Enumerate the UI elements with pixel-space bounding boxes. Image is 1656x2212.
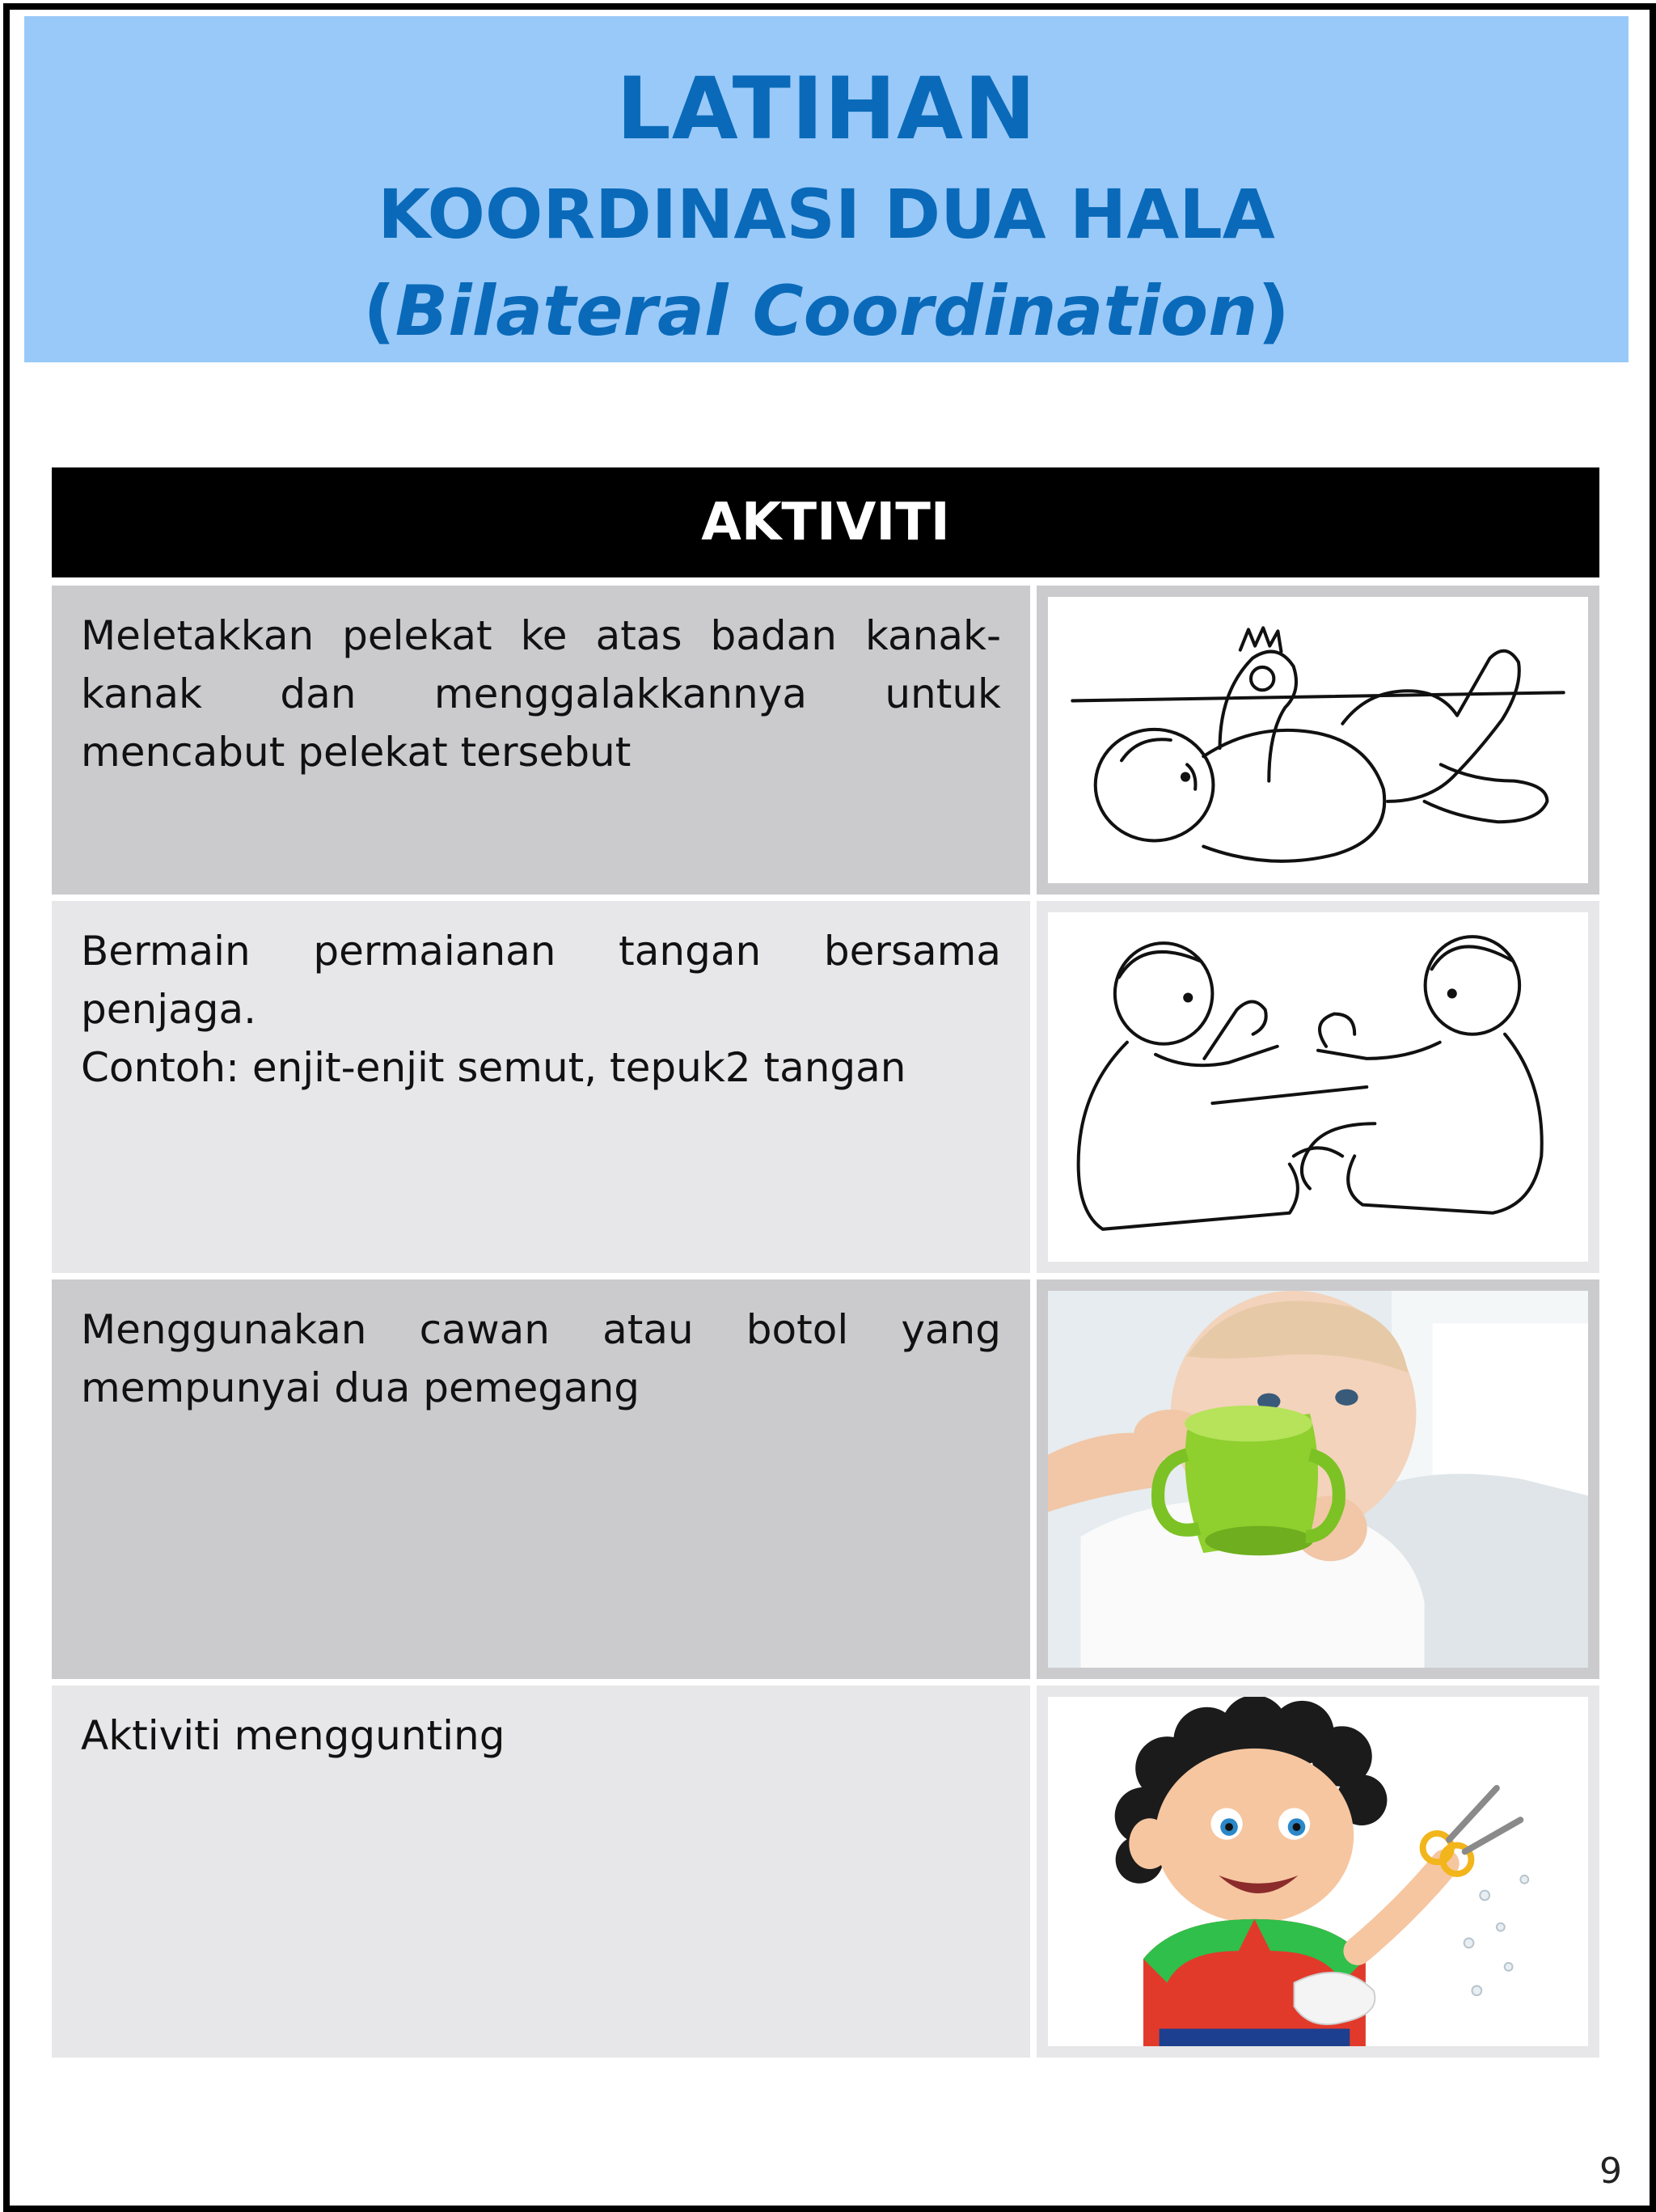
table-row: [52, 1685, 1599, 2058]
children-hand-game-illustration: [1048, 912, 1588, 1262]
table-row: [52, 586, 1599, 895]
paren-close: ): [1257, 271, 1290, 352]
table-heading: AKTIVITI: [52, 467, 1599, 577]
activity-text: [52, 901, 1030, 1273]
baby-cup-photo: [1048, 1291, 1588, 1668]
title-banner: [24, 16, 1629, 362]
activity-example: Contoh: enjit-enjit semut, tepuk2 tangan: [81, 1044, 906, 1091]
title-line-1: LATIHAN: [616, 59, 1037, 159]
activity-text: Menggunakan cawan atau botol yang mempunyai dua pemegang: [52, 1279, 1030, 1679]
activity-text: Meletakkan pelekat ke atas badan kanak-kanak dan menggalakkannya untuk mencabut pelekat tersebut: [52, 586, 1030, 895]
activity-table: [52, 467, 1599, 2058]
table-row: [52, 1279, 1599, 1679]
title-line-3: [24, 267, 1629, 356]
title-line-2: KOORDINASI DUA HALA: [378, 175, 1275, 254]
activity-text-line: Bermain permaianan tangan bersama penjaga.: [81, 928, 1001, 1033]
activity-text: Aktiviti menggunting: [52, 1685, 1030, 2058]
boy-scissors-cartoon: [1048, 1697, 1588, 2046]
baby-sticker-illustration: [1048, 597, 1588, 883]
title-english: Bilateral Coordination: [395, 271, 1258, 352]
page-number: 9: [1599, 2151, 1622, 2192]
paren-open: (: [363, 271, 395, 352]
table-row: [52, 901, 1599, 1273]
